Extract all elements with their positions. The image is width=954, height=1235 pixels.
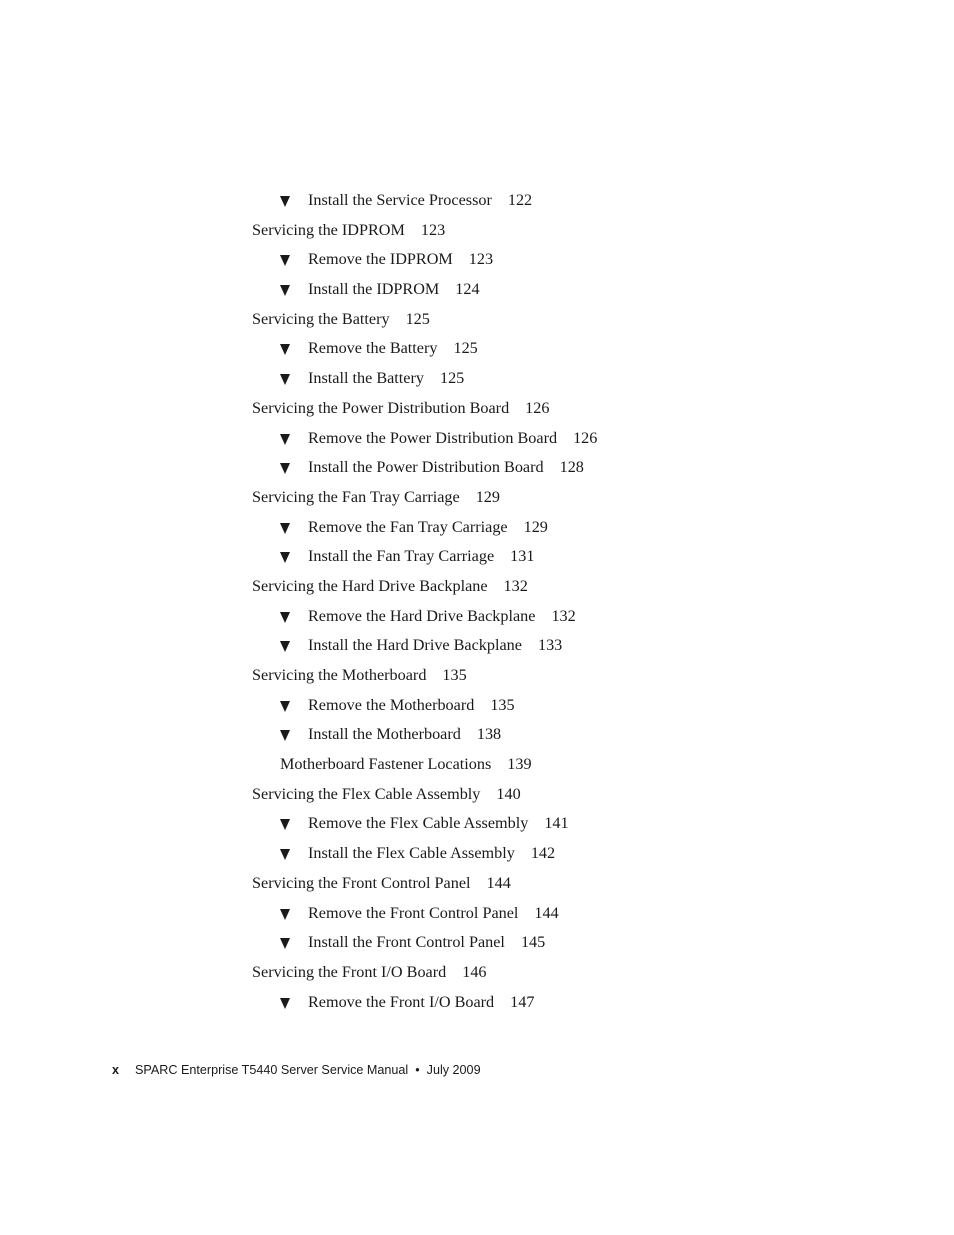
toc-entry[interactable] — [0, 958, 954, 988]
toc-entry[interactable] — [0, 780, 954, 810]
toc-entry-page: 124 — [455, 280, 480, 299]
toc-entry-page: 147 — [510, 992, 535, 1011]
toc-entry[interactable] — [0, 275, 954, 305]
toc-entry[interactable] — [0, 928, 954, 958]
toc-entry[interactable] — [0, 691, 954, 721]
toc-entry-title: Servicing the Battery — [252, 309, 390, 328]
toc-entry-title: Install the Service Processor — [308, 191, 492, 209]
toc-entry-title: Servicing the Power Distribution Board — [252, 398, 510, 417]
triangle-bullet-icon — [280, 819, 290, 830]
toc-entry-title: Servicing the Hard Drive Backplane — [252, 576, 488, 595]
toc-entry[interactable] — [0, 809, 954, 839]
toc-entry-page: 125 — [453, 339, 478, 358]
toc-entry-title: Remove the Fan Tray Carriage — [308, 517, 508, 536]
toc-entry-page: 140 — [496, 784, 521, 803]
toc-entry-page: 123 — [468, 250, 494, 269]
page-number: x — [112, 1063, 120, 1077]
toc-entry[interactable] — [0, 334, 954, 364]
triangle-bullet-icon — [280, 374, 290, 385]
triangle-bullet-icon — [280, 998, 290, 1009]
triangle-bullet-icon — [280, 641, 290, 652]
toc-entry-title: Servicing the Fan Tray Carriage — [252, 487, 460, 506]
toc-entry-page: 126 — [573, 428, 598, 447]
toc-entry-page: 132 — [551, 606, 576, 625]
triangle-bullet-icon — [280, 701, 290, 712]
toc-entry-title: Servicing the Flex Cable Assembly — [252, 784, 481, 803]
toc-entry-page: 135 — [490, 695, 515, 714]
toc-entry-page: 138 — [476, 725, 502, 744]
toc-entry[interactable] — [0, 245, 954, 275]
toc-entry-page: 125 — [439, 369, 465, 388]
toc-entry[interactable] — [0, 631, 954, 661]
toc-entry-title: Remove the IDPROM — [308, 250, 453, 269]
toc-entry-page: 139 — [507, 755, 532, 774]
toc-entry-title: Remove the Motherboard — [308, 695, 475, 714]
toc-entry-title: Install the Battery — [308, 369, 424, 388]
footer-separator: • — [415, 1063, 420, 1077]
publication-date: July 2009 — [426, 1063, 481, 1077]
triangle-bullet-icon — [280, 196, 290, 207]
toc-entry-title: Remove the Power Distribution Board — [308, 428, 558, 447]
toc-entry-title: Install the Front Control Panel — [308, 933, 505, 952]
toc-entry[interactable] — [0, 869, 954, 899]
toc-entry[interactable] — [0, 542, 954, 572]
toc-entry[interactable] — [0, 750, 954, 780]
toc-entry[interactable] — [0, 720, 954, 750]
toc-entry[interactable] — [0, 988, 954, 1018]
toc-entry-page: 142 — [530, 844, 556, 863]
triangle-bullet-icon — [280, 849, 290, 860]
triangle-bullet-icon — [280, 612, 290, 623]
toc-entry-title: Install the IDPROM — [308, 280, 440, 299]
triangle-bullet-icon — [280, 730, 290, 741]
toc-entry[interactable] — [0, 305, 954, 335]
triangle-bullet-icon — [280, 255, 290, 266]
toc-entry-title: Remove the Front Control Panel — [308, 903, 519, 922]
toc-entry[interactable] — [0, 572, 954, 602]
toc-entry[interactable] — [0, 602, 954, 632]
toc-entry-page: 131 — [510, 547, 535, 566]
toc-entry-page: 129 — [475, 487, 500, 506]
toc-entry-title: Remove the Hard Drive Backplane — [308, 606, 536, 625]
toc-entry-page: 125 — [405, 309, 430, 328]
manual-title: SPARC Enterprise T5440 Server Service Manual — [135, 1063, 409, 1077]
triangle-bullet-icon — [280, 463, 290, 474]
triangle-bullet-icon — [280, 938, 290, 949]
toc-entry[interactable] — [0, 216, 954, 246]
toc-entry-title: Install the Hard Drive Backplane — [308, 636, 522, 655]
toc-entry-title: Install the Motherboard — [308, 725, 461, 744]
toc-entry-page: 126 — [525, 398, 550, 417]
toc-entry-page: 123 — [420, 220, 446, 239]
toc-entry[interactable] — [0, 394, 954, 424]
toc-entry[interactable] — [0, 186, 954, 216]
toc-entry[interactable] — [0, 424, 954, 454]
toc-entry-title: Motherboard Fastener Locations — [280, 755, 492, 774]
toc-entry-title: Remove the Flex Cable Assembly — [308, 814, 529, 833]
toc-entry-page: 129 — [523, 517, 548, 536]
toc-entry[interactable] — [0, 513, 954, 543]
toc-entry-title: Servicing the Front I/O Board — [252, 962, 447, 981]
table-of-contents — [0, 186, 954, 1017]
toc-entry[interactable] — [0, 899, 954, 929]
toc-entry[interactable] — [0, 453, 954, 483]
toc-entry-page: 141 — [544, 814, 569, 833]
toc-entry-title: Remove the Battery — [308, 339, 438, 358]
toc-entry-title: Servicing the Motherboard — [252, 666, 427, 684]
toc-entry[interactable] — [0, 483, 954, 513]
toc-entry-title: Install the Flex Cable Assembly — [308, 844, 515, 863]
toc-entry-page: 132 — [503, 576, 528, 595]
toc-entry-title: Install the Power Distribution Board — [308, 458, 544, 477]
triangle-bullet-icon — [280, 344, 290, 355]
triangle-bullet-icon — [280, 909, 290, 920]
toc-entry-title: Servicing the Front Control Panel — [252, 873, 471, 892]
triangle-bullet-icon — [280, 552, 290, 563]
toc-entry[interactable] — [0, 364, 954, 394]
toc-entry-page: 133 — [537, 636, 563, 655]
toc-entry-page: 146 — [462, 962, 487, 981]
toc-entry-page: 135 — [442, 666, 467, 684]
toc-entry[interactable] — [0, 661, 954, 691]
page-footer — [112, 1063, 481, 1077]
triangle-bullet-icon — [280, 523, 290, 534]
toc-entry-page: 144 — [534, 903, 559, 922]
toc-entry-page: 122 — [507, 191, 533, 209]
toc-entry-page: 128 — [559, 458, 584, 477]
toc-entry[interactable] — [0, 839, 954, 869]
toc-entry-page: 145 — [520, 933, 546, 952]
triangle-bullet-icon — [280, 285, 290, 296]
toc-entry-title: Remove the Front I/O Board — [308, 992, 495, 1011]
toc-entry-title: Install the Fan Tray Carriage — [308, 547, 495, 566]
toc-entry-title: Servicing the IDPROM — [252, 220, 405, 239]
triangle-bullet-icon — [280, 434, 290, 445]
toc-entry-page: 144 — [486, 873, 511, 892]
